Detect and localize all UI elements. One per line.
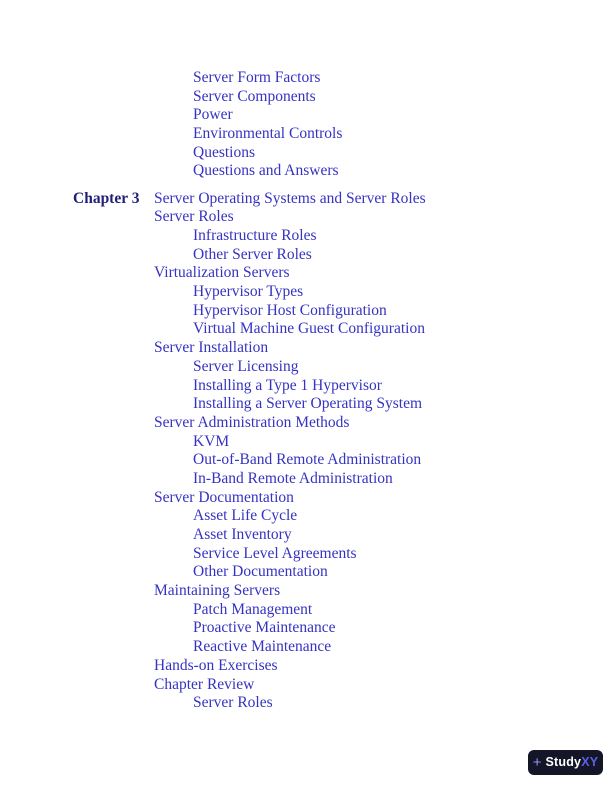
toc-entry-link[interactable]: Infrastructure Roles — [193, 227, 317, 244]
toc-entry-link[interactable]: Server Components — [193, 87, 316, 105]
toc-row — [0, 433, 612, 452]
toc-entry-link[interactable]: Asset Life Cycle — [193, 507, 298, 525]
studyxy-logo-badge — [528, 750, 603, 775]
toc-row — [0, 526, 612, 545]
toc-row — [0, 470, 612, 489]
toc-row — [0, 507, 612, 526]
toc-entry-link[interactable]: Hypervisor Types — [193, 283, 304, 301]
toc-entry-link[interactable]: Other Server Roles — [193, 245, 312, 263]
plus-icon: + — [532, 753, 542, 771]
toc-entry-link[interactable]: Environmental Controls — [193, 125, 343, 143]
toc-entry-link[interactable]: Server Licensing — [193, 357, 299, 375]
toc-entry-link[interactable]: Reactive Maintenance — [193, 638, 332, 656]
toc-row — [0, 451, 612, 470]
toc-chapter-title-link[interactable]: Server Operating Systems and Server Roles — [154, 189, 426, 207]
toc-row — [0, 125, 612, 144]
toc-row — [0, 320, 612, 339]
toc-entry-link[interactable]: Server Administration Methods — [154, 413, 350, 431]
toc-row — [0, 302, 612, 321]
toc-entry-link[interactable]: KVM — [193, 432, 230, 450]
toc-row — [0, 395, 612, 414]
toc-entry-link[interactable]: Virtualization Servers — [154, 264, 290, 282]
toc-entry-link[interactable]: Service Level Agreements — [193, 544, 357, 562]
toc-entry-link[interactable]: Hypervisor Host Configuration — [193, 301, 387, 319]
toc-row — [0, 563, 612, 582]
chapter-number-label: Chapter 3 — [73, 189, 140, 207]
toc-row — [0, 144, 612, 163]
toc-row — [0, 414, 612, 433]
toc-row — [0, 227, 612, 246]
brand-name — [545, 756, 598, 769]
toc-row — [0, 582, 612, 601]
brand-name-primary: Study — [545, 755, 582, 770]
toc-entry-link[interactable]: Questions and Answers — [193, 162, 339, 180]
toc-row — [0, 69, 612, 88]
toc-entry-link[interactable]: Proactive Maintenance — [193, 619, 336, 637]
toc-row — [0, 339, 612, 358]
brand-name-accent: XY — [581, 755, 599, 770]
toc-entry-link[interactable]: Server Form Factors — [193, 69, 321, 86]
toc-entry-link[interactable]: Chapter Review — [154, 675, 255, 693]
toc-row — [0, 246, 612, 265]
toc-row — [0, 545, 612, 564]
toc-row — [0, 190, 612, 209]
toc-entry-link[interactable]: Questions — [193, 143, 255, 161]
toc-entry-link[interactable]: Patch Management — [193, 600, 313, 618]
toc-entry-link[interactable]: In-Band Remote Administration — [193, 469, 393, 487]
toc-entry-link[interactable]: Server Roles — [154, 208, 234, 226]
toc-row — [0, 619, 612, 638]
toc-entry-link[interactable]: Virtual Machine Guest Configuration — [193, 320, 425, 338]
toc-row — [0, 88, 612, 107]
toc-row — [0, 638, 612, 657]
toc-row — [0, 657, 612, 676]
toc-row — [0, 106, 612, 125]
toc-list — [0, 69, 612, 713]
toc-row — [0, 377, 612, 396]
toc-entry-link[interactable]: Hands-on Exercises — [154, 656, 278, 674]
toc-entry-link[interactable]: Asset Inventory — [193, 526, 292, 543]
toc-entry-link[interactable]: Server Roles — [193, 694, 273, 712]
toc-entry-link[interactable]: Server Documentation — [154, 488, 294, 506]
toc-row — [0, 283, 612, 302]
toc-row — [0, 162, 612, 181]
toc-entry-link[interactable]: Power — [193, 106, 233, 124]
toc-row — [0, 601, 612, 620]
toc-row — [0, 489, 612, 508]
toc-entry-link[interactable]: Installing a Server Operating System — [193, 395, 423, 413]
toc-entry-link[interactable]: Installing a Type 1 Hypervisor — [193, 376, 382, 394]
toc-entry-link[interactable]: Server Installation — [154, 339, 269, 357]
toc-row — [0, 676, 612, 695]
toc-entry-link[interactable]: Out-of-Band Remote Administration — [193, 451, 422, 469]
toc-entry-link[interactable]: Maintaining Servers — [154, 582, 281, 600]
toc-row — [0, 358, 612, 377]
toc-row — [0, 264, 612, 283]
toc-row — [0, 694, 612, 713]
toc-row — [0, 208, 612, 227]
toc-entry-link[interactable]: Other Documentation — [193, 563, 328, 581]
